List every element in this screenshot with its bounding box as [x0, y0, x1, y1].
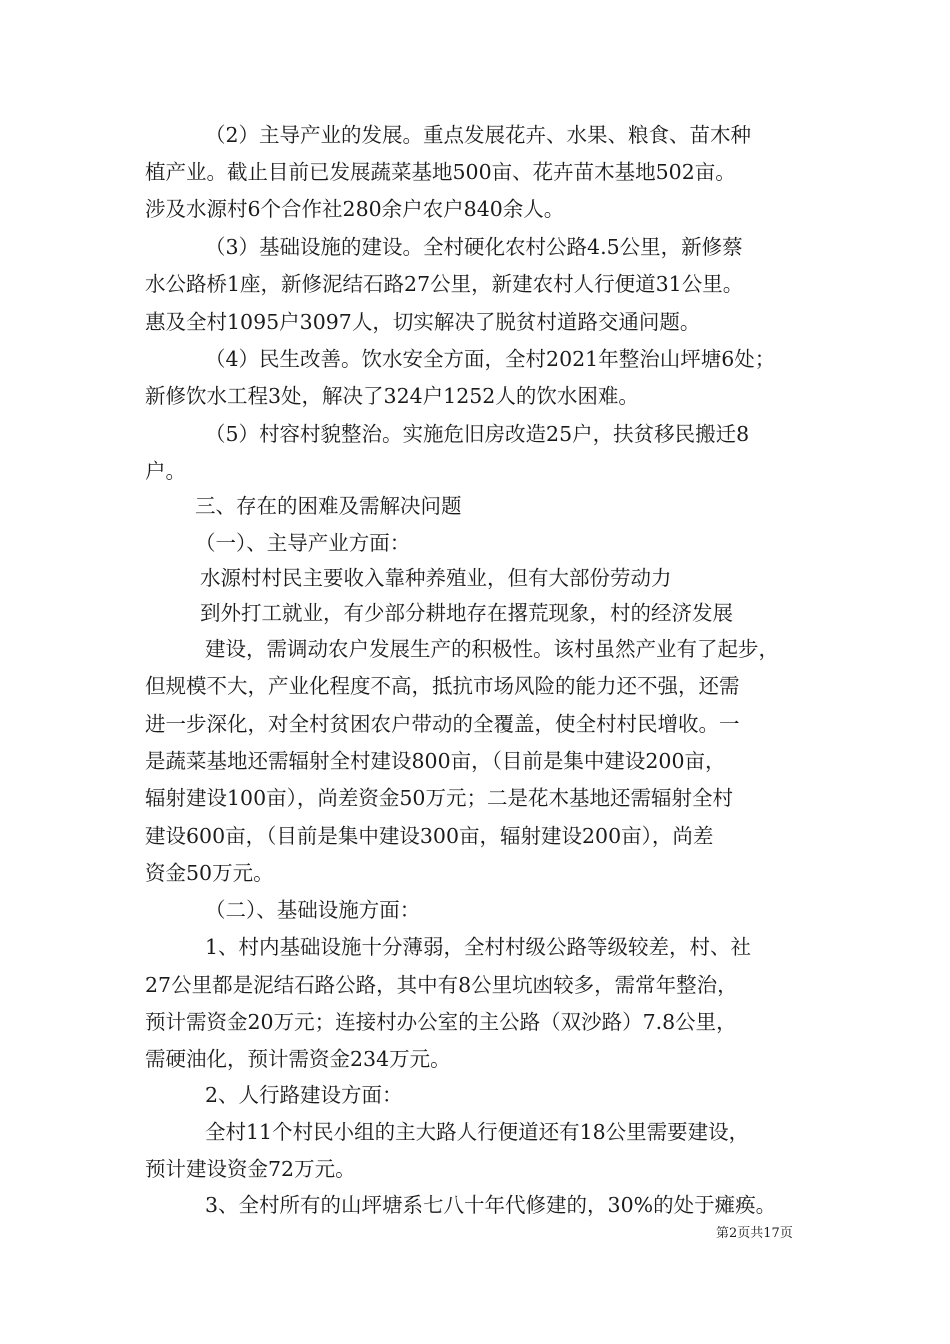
- text-line: 1、村内基础设施十分薄弱，全村村级公路等级较差，村、社: [205, 935, 752, 959]
- text-line: 涉及水源村6个合作社280余户农户840余人。: [145, 197, 565, 221]
- text-line: 水源村村民主要收入靠种养殖业，但有大部份劳动力: [200, 566, 672, 590]
- page-number: 第2页共17页: [716, 1226, 793, 1241]
- subsection-heading: （一）、主导产业方面：: [195, 531, 411, 555]
- text-line: 资金50万元。: [145, 861, 274, 885]
- section-heading: 三、存在的困难及需解决问题: [195, 494, 462, 518]
- text-line: 惠及全村1095户3097人，切实解决了脱贫村道路交通问题。: [145, 310, 701, 334]
- text-line: 进一步深化，对全村贫困农户带动的全覆盖，使全村村民增收。一: [145, 712, 740, 736]
- text-line: 新修饮水工程3处，解决了324户1252人的饮水困难。: [145, 384, 639, 408]
- text-line: 辐射建设100亩），尚差资金50万元；二是花木基地还需辐射全村: [145, 786, 733, 810]
- text-line: 建设，需调动农户发展生产的积极性。该村虽然产业有了起步，: [205, 637, 779, 661]
- text-line: 27公里都是泥结石路公路，其中有8公里坑凼较多，需常年整治，: [145, 973, 738, 997]
- text-line: 是蔬菜基地还需辐射全村建设800亩，（目前是集中建设200亩，: [145, 749, 726, 773]
- text-line: 预计建设资金72万元。: [145, 1157, 356, 1181]
- text-line: 建设600亩，（目前是集中建设300亩，辐射建设200亩），尚差: [145, 824, 714, 848]
- text-line: （4）民生改善。饮水安全方面，全村2021年整治山坪塘6处；: [205, 347, 776, 371]
- text-line: 全村11个村民小组的主大路人行便道还有18公里需要建设，: [205, 1120, 750, 1144]
- subsection-heading: （二）、基础设施方面：: [205, 898, 421, 922]
- text-line: 植产业。截止目前已发展蔬菜基地500亩、花卉苗木基地502亩。: [145, 160, 736, 184]
- text-line: 户。: [145, 459, 186, 483]
- text-line: 3、全村所有的山坪塘系七八十年代修建的，30%的处于瘫痪。: [205, 1193, 777, 1217]
- text-line: 预计需资金20万元；连接村办公室的主公路（双沙路）7.8公里，: [145, 1010, 737, 1034]
- text-line: 水公路桥1座，新修泥结石路27公里，新建农村人行便道31公里。: [145, 272, 744, 296]
- text-line: （2）主导产业的发展。重点发展花卉、水果、粮食、苗木种: [205, 123, 752, 147]
- text-line: （5）村容村貌整治。实施危旧房改造25户，扶贫移民搬迁8: [205, 422, 750, 446]
- text-line: 但规模不大，产业化程度不高，抵抗市场风险的能力还不强，还需: [145, 674, 740, 698]
- text-line: （3）基础设施的建设。全村硬化农村公路4.5公里，新修蔡: [205, 235, 743, 259]
- subsection-heading: 2、人行路建设方面：: [205, 1083, 403, 1107]
- text-line: 到外打工就业，有少部分耕地存在撂荒现象，村的经济发展: [200, 601, 733, 625]
- text-line: 需硬油化，预计需资金234万元。: [145, 1047, 451, 1071]
